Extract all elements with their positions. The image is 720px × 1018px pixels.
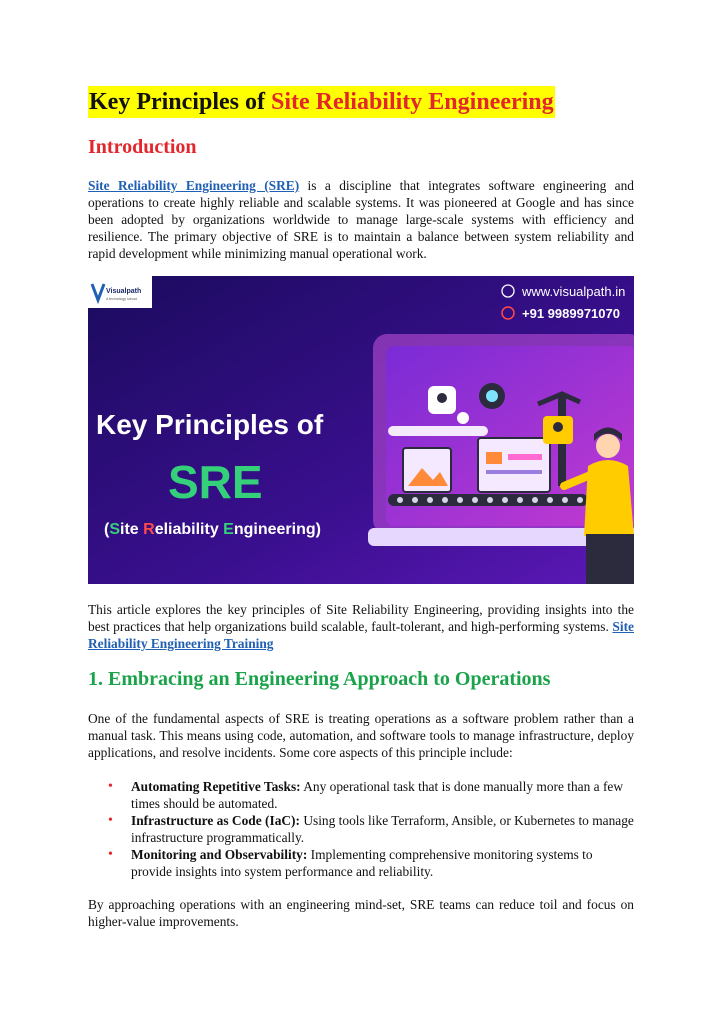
section1-closing: By approaching operations with an engineering mind-set, SRE teams can reduce toil and focus on higher-value improvements.	[88, 897, 634, 929]
banner-headline: Key Principles of	[96, 409, 324, 440]
bullet-icon: •	[108, 847, 113, 862]
list-item	[88, 846, 634, 880]
bullet-bold: Monitoring and Observability:	[131, 847, 308, 862]
bullet-text: Using tools like Terraform, Ansible, or Kubernetes to manage infrastructure programmatically.	[131, 813, 634, 845]
bullet-text: Any operational task that is done manually more than a few times should be automated.	[131, 779, 624, 811]
article-text: This article explores the key principles of Site Reliability Engineering, providing insights into the best practices that help organizations build scalable, fault-tolerant, and high-performing systems.	[88, 602, 634, 634]
training-link[interactable]: Site Reliability Engineering Training	[88, 619, 634, 651]
bullet-text: Implementing comprehensive monitoring systems to provide insights into system performance and reliability.	[131, 847, 593, 879]
banner-graphic	[88, 276, 634, 584]
title-part1: Key Principles of	[89, 89, 271, 115]
section1-heading: 1. Embracing an Engineering Approach to Operations	[88, 668, 551, 690]
banner-acronym: SRE	[168, 456, 263, 508]
page-title	[88, 86, 555, 118]
title-part2: Site Reliability Engineering	[270, 89, 554, 115]
article-paragraph	[88, 601, 634, 652]
bullet-bold: Infrastructure as Code (IaC):	[131, 813, 300, 828]
bullet-icon: •	[108, 779, 113, 794]
logo-sub: A technology school	[106, 297, 138, 301]
intro-text: is a discipline that integrates software engineering and operations to create highly reliable and scalable systems. It was pioneered at Google and has since been adopted by organizations worldwide to manage large-scale systems with efficiency and resilience. The primary objective of SRE is to maintain a balance between system reliability and rapid development while minimizing manual operational work.	[88, 178, 634, 261]
banner-expansion: (Site Reliability Engineering)	[104, 521, 321, 538]
sre-link[interactable]: Site Reliability Engineering (SRE)	[88, 178, 300, 193]
bullet-bold: Automating Repetitive Tasks:	[131, 779, 301, 794]
list-item	[88, 812, 634, 846]
logo-name: Visualpath	[106, 288, 142, 295]
intro-heading: Introduction	[88, 136, 197, 158]
banner-phone: +91 9989971070	[522, 306, 620, 321]
section1-intro: One of the fundamental aspects of SRE is treating operations as a software problem rather than a manual task. This means using code, automation, and software tools to manage infrastructure, deploy applications, and resolve incidents. Some core aspects of this principle include:	[88, 711, 634, 760]
intro-paragraph	[88, 177, 634, 262]
bullet-icon: •	[108, 813, 113, 828]
list-item	[88, 778, 634, 812]
banner-image	[88, 276, 634, 584]
principles-list	[88, 778, 634, 880]
banner-website: www.visualpath.in	[522, 284, 626, 299]
